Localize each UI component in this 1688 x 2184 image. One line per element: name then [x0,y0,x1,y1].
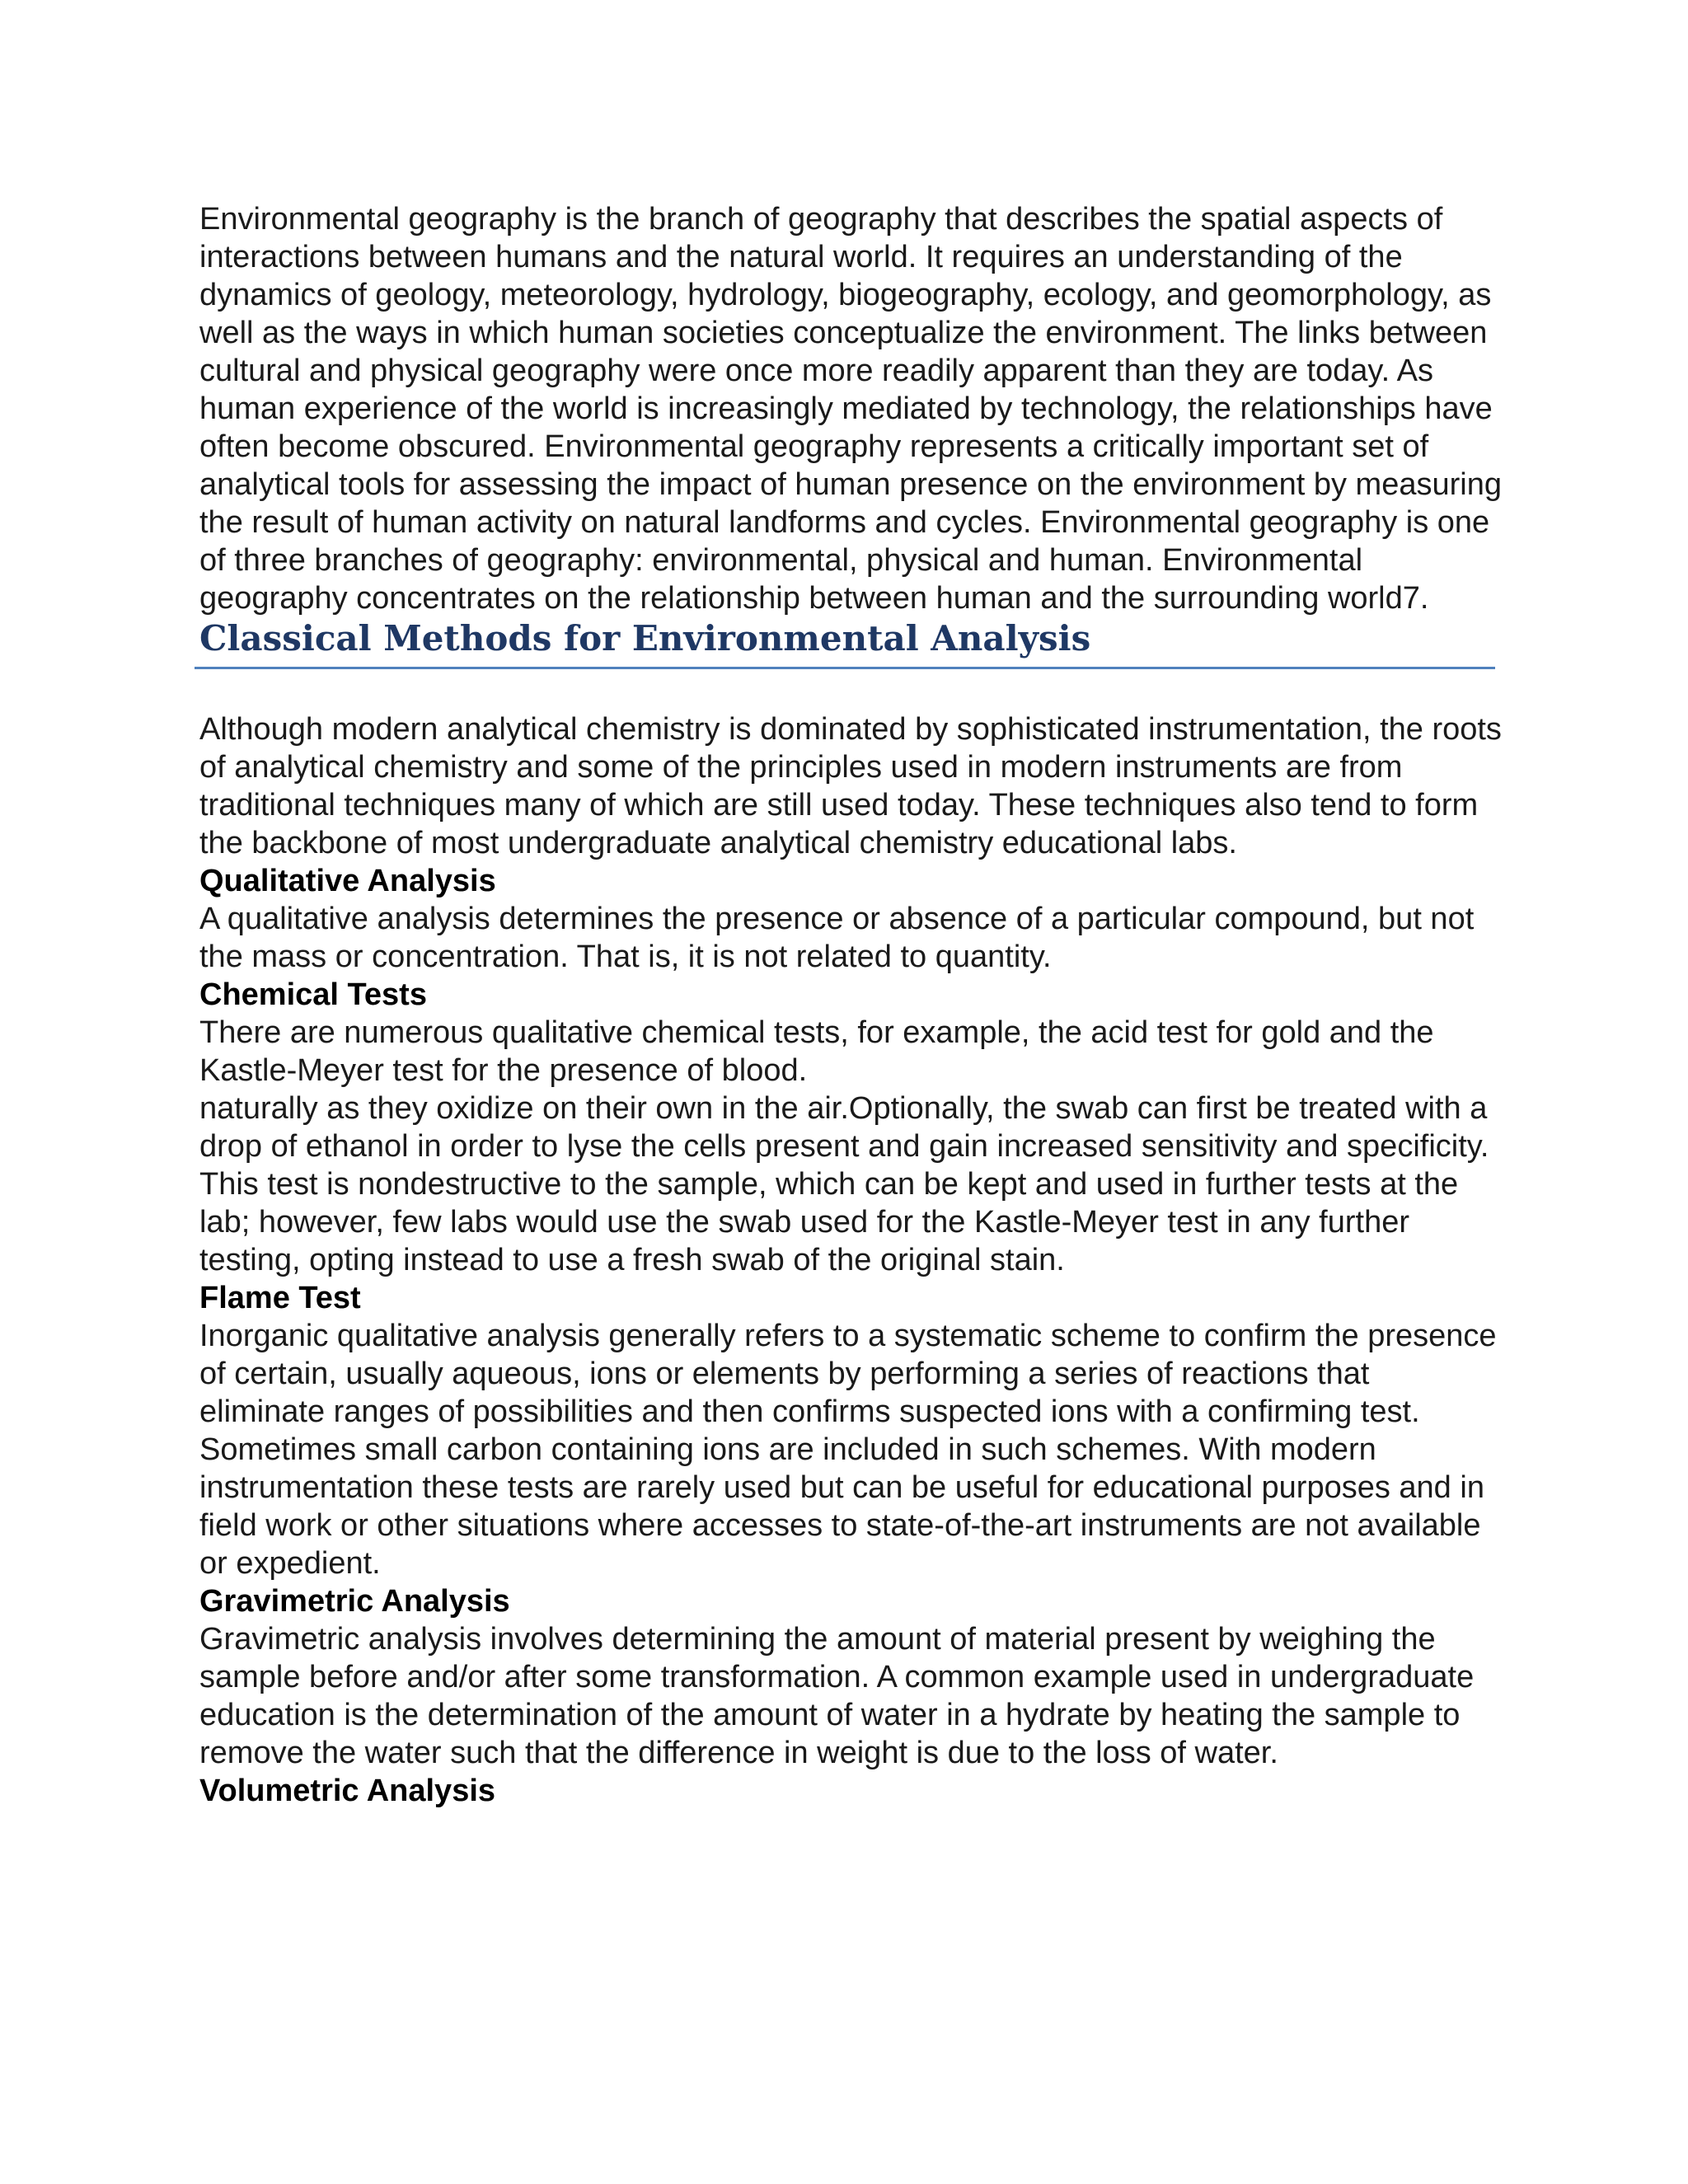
gravimetric-analysis-heading: Gravimetric Analysis [199,1584,510,1619]
chemical-tests-heading: Chemical Tests [199,977,427,1012]
qualitative-analysis-heading: Qualitative Analysis [199,864,496,898]
flame-test-heading: Flame Test [199,1281,361,1315]
volumetric-analysis-heading: Volumetric Analysis [199,1774,496,1808]
document-body [199,200,1502,1810]
chemical-tests-paragraph-1: There are numerous qualitative chemical tests, for example, the acid test for gold and the Kastle-Meyer test for the presence of blood. [199,1015,1434,1088]
gravimetric-analysis-paragraph: Gravimetric analysis involves determining the amount of material present by weighing the sample before and/or after some transformation. A common example used in undergraduate education is the determination of the amount of water in a hydrate by heating the sample to remove the water such that the difference in weight is due to the loss of water. [199,1622,1475,1770]
intro-paragraph: Environmental geography is the branch of geography that describes the spatial aspects of interactions between humans and the natural world. It requires an understanding of the dynamics of geology, meteorology, hydrology, biogeography, ecology, and geomorphology, as well as the ways in which human societies conceptualize the environment. The links between cultural and physical geography were once more readily apparent than they are today. As human experience of the world is increasingly mediated by technology, the relationships have often become obscured. Environmental geography represents a critically important set of analytical tools for assessing the impact of human presence on the environment by measuring the result of human activity on natural landforms and cycles. Environmental geography is one of three branches of geography: environmental, physical and human. Environmental geography concentrates on the relationship between human and the surrounding world7. [199,202,1502,616]
flame-test-paragraph: Inorganic qualitative analysis generally refers to a systematic scheme to confirm the presence of certain, usually aqueous, ions or elements by performing a series of reactions that eliminate ranges of possibilities and then confirms suspected ions with a confirming test. Sometimes small carbon containing ions are included in such schemes. With modern instrumentation these tests are rarely used but can be useful for educational purposes and in field work or other situations where accesses to state-of-the-art instruments are not available or expedient. [199,1319,1497,1581]
qualitative-analysis-paragraph: A qualitative analysis determines the presence or absence of a particular compound, but not the mass or concentration. That is, it is not related to quantity. [199,902,1475,974]
section-spacer [199,669,1502,710]
chemical-tests-paragraph-2: naturally as they oxidize on their own in the air.Optionally, the swab can first be treated with a drop of ethanol in order to lyse the cells present and gain increased sensitivity and specificity. This test is nondestructive to the sample, which can be kept and used in further tests at the lab; however, few labs would use the swab used for the Kastle-Meyer test in any further testing, opting instead to use a fresh swab of the original stain. [199,1091,1489,1277]
section-intro-paragraph: Although modern analytical chemistry is dominated by sophisticated instrumentation, the roots of analytical chemistry and some of the principles used in modern instruments are from traditional techniques many of which are still used today. These techniques also tend to form the backbone of most undergraduate analytical chemistry educational labs. [199,712,1502,860]
section-heading: Classical Methods for Environmental Analysis [199,618,1091,658]
